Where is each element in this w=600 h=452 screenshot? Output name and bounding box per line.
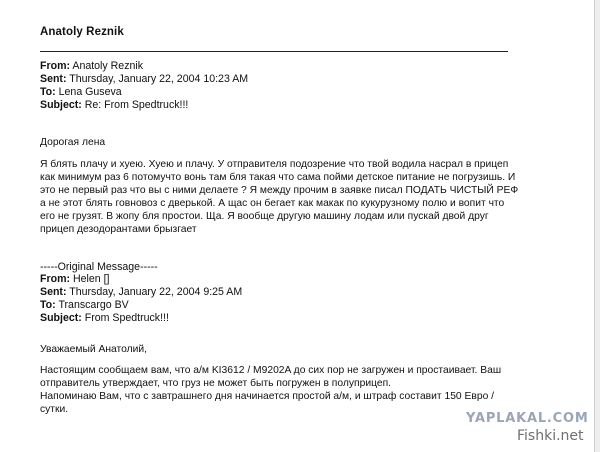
email2-body-line: Настоящим сообщаем вам, что а/м KI3612 / M9202A до сих пор не загружен и простаивает. Ваш — [40, 365, 502, 376]
fishki-watermark: Fishki.net — [517, 428, 584, 444]
email1-body-line: а не этот блять говновоз с дверькой. А щас он бегает как макак по кукурузному полю и вопит что — [40, 198, 505, 209]
email1-to-label: To: — [40, 86, 56, 98]
email1-subject-line — [40, 99, 188, 112]
email2-body-line: сутки. — [40, 404, 69, 415]
email1-sent-line — [40, 73, 248, 86]
header-divider — [40, 51, 508, 52]
email2-from-line — [40, 273, 109, 286]
email1-subject-label: Subject: — [40, 99, 82, 111]
email1-to-line — [40, 86, 122, 99]
original-message-marker: -----Original Message----- — [40, 261, 158, 273]
email2-to-value: Transcargo BV — [58, 299, 129, 311]
email1-body-line: прицеп дезодорантами брызгает — [40, 224, 197, 235]
email2-subject-value: From Spedtruck!!! — [84, 312, 169, 324]
email2-subject-label: Subject: — [40, 312, 82, 324]
email1-sent-value: Thursday, January 22, 2004 10:23 AM — [69, 73, 249, 85]
email2-sent-line — [40, 286, 242, 299]
email1-body-line: это не первый раз что вы с ними делаете ? Я между прочим в заявке писал ПОДАТЬ ЧИСТЫЙ РЕФ — [40, 185, 519, 196]
email2-greeting: Уважаемый Анатолий, — [40, 344, 148, 355]
email2-body-line: Напоминаю Вам, что с завтрашнего дня начинается простой а/м, и штраф составит 150 Евро / — [40, 391, 495, 402]
email1-body-line: как минимум раз 6 потомучто вонь там бля такая что сама пойми детское питание не погрузишь. И — [40, 172, 516, 183]
scan-edge-strip — [594, 0, 600, 452]
email1-to-value: Lena Guseva — [58, 86, 122, 98]
sender-name-heading: Anatoly Reznik — [40, 26, 124, 38]
email2-sent-value: Thursday, January 22, 2004 9:25 AM — [69, 286, 243, 298]
email2-to-line — [40, 299, 129, 312]
email1-subject-value: Re: From Spedtruck!!! — [84, 99, 189, 111]
email1-greeting: Дорогая лена — [40, 137, 106, 148]
email2-from-value: Helen [] — [72, 273, 110, 285]
email2-sent-label: Sent: — [40, 286, 67, 298]
email2-to-label: To: — [40, 299, 56, 311]
email1-from-line — [40, 60, 143, 73]
email1-from-label: From: — [40, 60, 71, 72]
email1-body-line: его не грузят. В жопу бля простои. Ща. Я вообще другую машину лодам или пускай двой друг — [40, 211, 489, 222]
email2-body-line: отправитель утверждает, что груз не может быть погружен в полуприцеп. — [40, 378, 392, 389]
email2-subject-line — [40, 312, 169, 325]
email2-from-label: From: — [40, 273, 71, 285]
email1-sent-label: Sent: — [40, 73, 67, 85]
email1-from-value: Anatoly Reznik — [72, 60, 144, 72]
yaplakal-watermark: YAPLAKAL.COM — [466, 411, 589, 426]
email1-body-line: Я блять плачу и хуею. Хуею и плачу. У отправителя подозрение что твой водила насрал в прицеп — [40, 159, 509, 170]
